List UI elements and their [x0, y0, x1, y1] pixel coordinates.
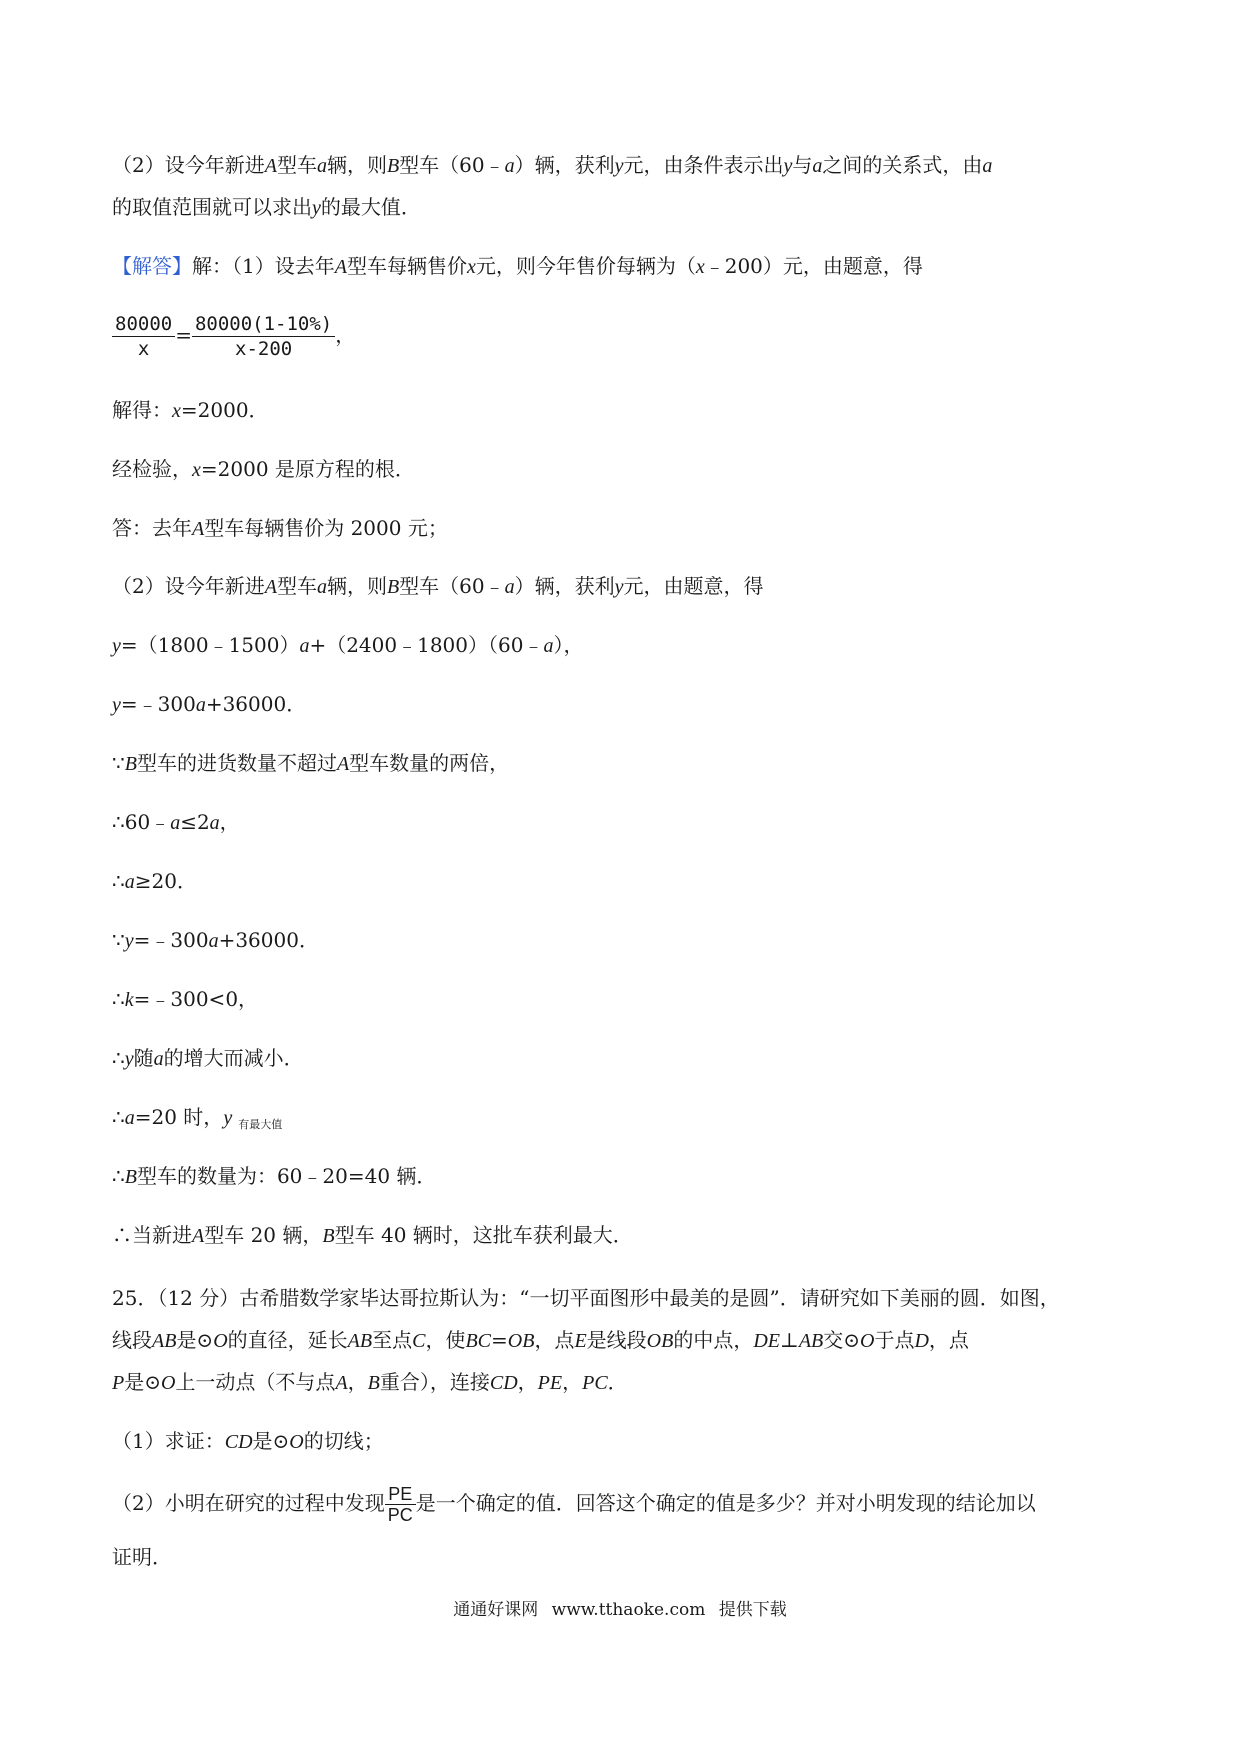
fraction-equation: $\frac{80000}{x}$ = $\frac{80000(1-10\%)}{x-200}$ ， [112, 308, 355, 362]
fraction-right: $\frac{80000(1-10\%)}{x-200}$ [192, 312, 335, 361]
because-profit: ∵y=﹣300a+36000． [112, 928, 319, 952]
profit-simplified: y=﹣300a+36000． [112, 692, 307, 716]
footer-url: www.tthaoke.com [551, 1600, 706, 1620]
problem-25-line1: 25．（12 分）古希腊数学家毕达哥拉斯认为：“一切平面图形中最美的是圆”．请研究如下美丽的圆．如图， [112, 1286, 1060, 1310]
b-count: ∴B型车的数量为：60﹣20=40 辆． [112, 1164, 437, 1188]
final-answer: ∴当新进A型车 20 辆，B型车 40 辆时，这批车获利最大． [112, 1223, 633, 1247]
max-value-statement: ∴a=20 时，y $_{有最大值}$ [112, 1105, 283, 1131]
inequality-result: ∴a≥20． [112, 869, 197, 893]
problem-25-part2: （2）小明在研究的过程中发现 $\frac{PE}{PC}$ 是一个确定的值．回答这个确定的值是多少？并对小明发现的结论加以 [112, 1484, 1036, 1525]
inequality: ∴60﹣a≤2a， [112, 810, 240, 834]
analysis-part2-line2: 的取值范围就可以求出y的最大值． [112, 195, 421, 219]
page-footer [0, 1598, 1240, 1622]
solution-tag: 【解答】 [112, 254, 192, 278]
problem-25-part1: （1）求证：CD是⊙O的切线； [112, 1429, 384, 1453]
check-root: 经检验，x=2000 是原方程的根． [112, 457, 415, 481]
problem-25-line2: 线段AB是⊙O的直径，延长AB至点C，使BC=OB，点E是线段OB的中点，DE⊥AB交⊙O于点D，点 [112, 1328, 969, 1352]
decreasing-statement: ∴y随a的增大而减小． [112, 1046, 304, 1070]
fraction-pe-pc: $\frac{PE}{PC}$ [385, 1484, 416, 1525]
solution-part2-setup: （2）设今年新进A型车a辆，则B型车（60﹣a）辆，获利y元，由题意，得 [112, 574, 764, 598]
solution-header: 【解答】解：（1）设去年A型车每辆售价x元，则今年售价每辆为（x﹣200）元，由题意，得 [112, 254, 923, 278]
problem-25-part2-cont: 证明． [112, 1545, 172, 1569]
slope-negative: ∴k=﹣300<0， [112, 987, 259, 1011]
constraint-statement: ∵B型车的进货数量不超过A型车数量的两倍， [112, 751, 510, 775]
footer-site: 通通好课网 [453, 1600, 539, 1620]
analysis-part2-line1: （2）设今年新进A型车a辆，则B型车（60﹣a）辆，获利y元，由条件表示出y与a之间的关系式，由a [112, 153, 993, 177]
answer-part1: 答：去年A型车每辆售价为 2000 元； [112, 516, 448, 540]
fraction-left: $\frac{80000}{x}$ [112, 312, 175, 361]
solve-result: 解得：x=2000． [112, 398, 269, 422]
problem-25-line3: P是⊙O上一动点（不与点A，B重合），连接CD，PE，PC． [112, 1370, 628, 1394]
footer-note: 提供下载 [718, 1600, 787, 1620]
profit-equation: y=（1800﹣1500）a+（2400﹣1800）（60﹣a）， [112, 633, 584, 657]
